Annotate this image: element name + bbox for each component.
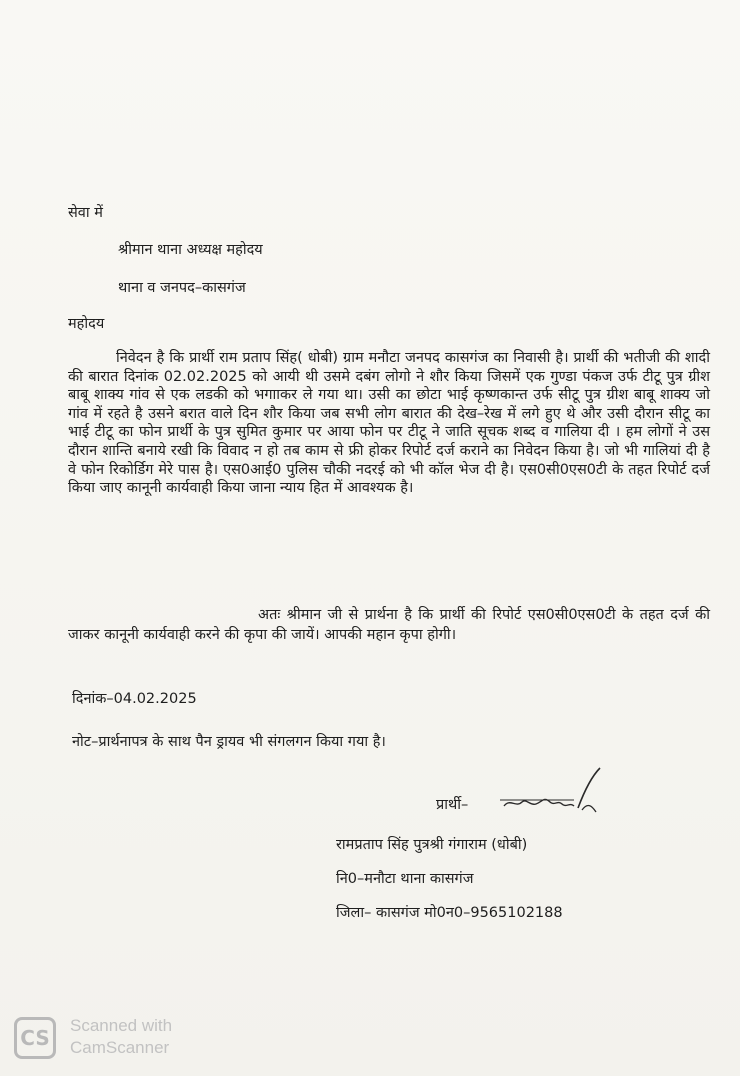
applicant-label: प्रार्थी– bbox=[436, 797, 469, 813]
letter-prayer: अतः श्रीमान जी से प्रार्थना है कि प्रार्थी की रिपोर्ट एस0सी0एस0टी के तहत दर्ज की जाकर कानूनी कार्यवाही करने की कृपा की जायें। आपकी महान कृपा होगी। bbox=[68, 607, 710, 643]
letter-date: दिनांक–04.02.2025 bbox=[72, 691, 197, 707]
applicant-address: नि0–मनौटा थाना कासगंज bbox=[336, 871, 474, 887]
watermark-line-2: CamScanner bbox=[70, 1038, 170, 1057]
applicant-district-phone: जिला– कासगंज मो0न0–9565102188 bbox=[336, 905, 563, 921]
camscanner-watermark bbox=[14, 1015, 214, 1061]
salutation: महोदय bbox=[68, 316, 105, 332]
address-to-label: सेवा में bbox=[68, 205, 103, 221]
watermark-line-1: Scanned with bbox=[70, 1016, 173, 1035]
applicant-name: रामप्रताप सिंह पुत्रश्री गंगाराम (धोबी) bbox=[336, 837, 528, 853]
handwritten-signature-icon bbox=[496, 762, 606, 822]
letter-body: निवेदन है कि प्रार्थी राम प्रताप सिंह( धोबी) ग्राम मनौटा जनपद कासगंज का निवासी है। प्रार्थी की भतीजी की शादी की बारात दिनांक 02.02.2025 को आयी थी उसमे दबंग लोगो ने शौर किया जिसमें एक गुण्डा पंकज उर्फ टीटू पुत्र ग्रीश बाबू शाक्य गांव से एक लडकी को भगााकर ले गया था। उसी का छोटा भाई कृष्णकान्त उर्फ सीटू पुत्र ग्रीश बाबू शाक्य जो गांव में रहते है उसने बरात वाले दिन शौर किया जब सभी लोग बारात की देख–रेख में लगे हुए थे और उसी दौरान सीटू का भाई टीटू का फोन प्रार्थी के पुत्र सुमित कुमार पर आया फोन पर टीटू ने जाति सूचक शब्द व गालिया दी । हम लोगों ने उस दौरान शान्ति बनाये रखी कि विवाद न हो तब काम से फ्री होकर रिपोर्ट दर्ज कराने का निवेदन किया है। जो भी गालियां दी है वे फोन रिकोर्डिग मेरे पास है। एस0आई0 पुलिस चौकी नदरई को भी कॉल भेज दी है। एस0सी0एस0टी के तहत रिपोर्ट दर्ज किया जाए कानूनी कार्यवाही किया जाना न्याय हित में आवश्यक है। bbox=[68, 350, 710, 497]
watermark-text bbox=[70, 1015, 172, 1059]
recipient-line-2: थाना व जनपद–कासगंज bbox=[118, 280, 246, 296]
recipient-line-1: श्रीमान थाना अध्यक्ष महोदय bbox=[118, 242, 263, 258]
camscanner-logo-icon: CS bbox=[14, 1017, 56, 1059]
letter-note: नोट–प्रार्थनापत्र के साथ पैन ड्रायव भी संगलगन किया गया है। bbox=[72, 734, 386, 750]
